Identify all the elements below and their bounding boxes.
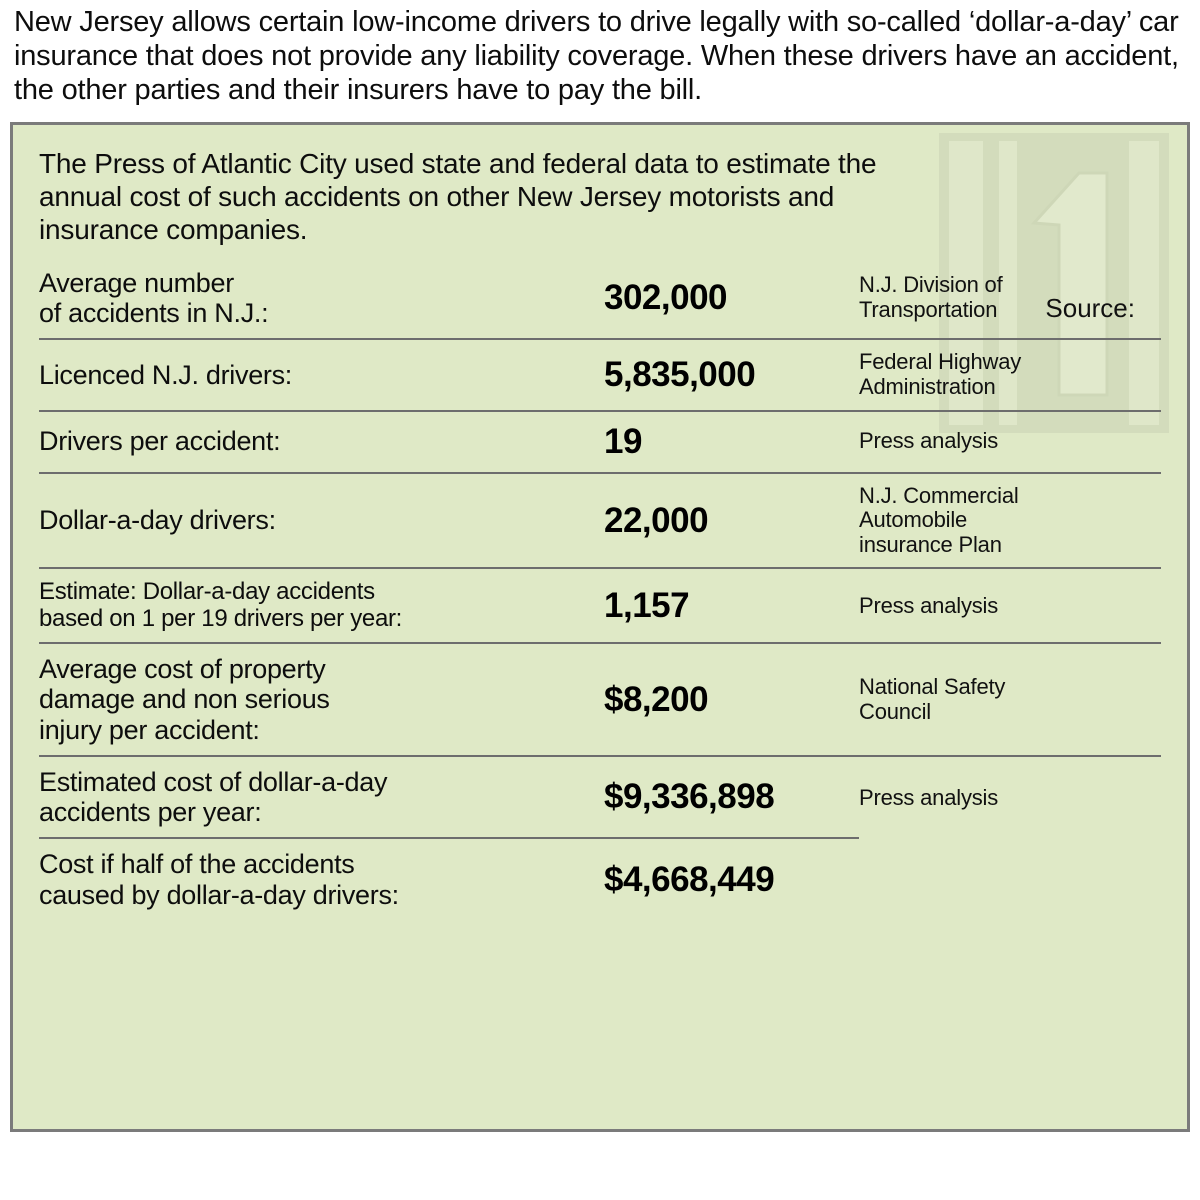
- row-label: Dollar-a-day drivers:: [39, 473, 604, 569]
- table-row: [39, 411, 1161, 473]
- row-source: Press analysis: [859, 411, 1161, 473]
- stats-table-body: [39, 258, 1161, 920]
- row-source: Press analysis: [859, 568, 1161, 643]
- row-value: 22,000: [604, 473, 859, 569]
- row-source: [859, 756, 1161, 838]
- row-source: N.J. Division of Transportation: [859, 272, 1003, 323]
- source-heading: Source:: [1045, 292, 1135, 323]
- row-value: $8,200: [604, 643, 859, 756]
- stats-panel: [10, 122, 1190, 1132]
- table-row: [39, 339, 1161, 410]
- row-value: 19: [604, 411, 859, 473]
- row-source: [859, 838, 1161, 919]
- row-label: Estimated cost of dollar-a-day accidents per year:: [39, 756, 604, 838]
- intro-paragraph: New Jersey allows certain low-income drivers to drive legally with so-called ‘dollar-a-day’ car insurance that does not provide any liability coverage. When these drivers have an accident, the other parties and their insurers have to pay the bill.: [14, 6, 1179, 106]
- row-source: N.J. Commercial Automobile insurance Plan: [859, 473, 1161, 569]
- table-row: [39, 756, 1161, 838]
- row-value: $9,336,898: [604, 756, 859, 838]
- row-value: $4,668,449: [604, 838, 859, 919]
- row-label: Drivers per accident:: [39, 411, 604, 473]
- table-row: [39, 568, 1161, 643]
- row-label: Cost if half of the accidents caused by dollar-a-day drivers:: [39, 838, 604, 919]
- row-value: 5,835,000: [604, 339, 859, 410]
- panel-lead-text: The Press of Atlantic City used state and federal data to estimate the annual cost of such accidents on other New Jersey motorists and insurance companies.: [39, 147, 877, 245]
- row-label: Licenced N.J. drivers:: [39, 339, 604, 410]
- row-label: Average number of accidents in N.J.:: [39, 267, 269, 329]
- row-label: Estimate: Dollar-a-day accidents based on 1 per 19 drivers per year:: [39, 568, 604, 643]
- table-row: [39, 838, 1161, 919]
- row-value: 302,000: [604, 278, 728, 318]
- row-source: National Safety Council: [859, 643, 1161, 756]
- table-row: [39, 643, 1161, 756]
- row-source-text: Press analysis: [859, 784, 999, 810]
- row-source: Federal Highway Administration: [859, 339, 1161, 410]
- stats-table: [39, 258, 1161, 920]
- row-value: 1,157: [604, 568, 859, 643]
- table-row: [39, 473, 1161, 569]
- row-label: Average cost of property damage and non serious injury per accident:: [39, 643, 604, 756]
- table-row: [39, 258, 1161, 339]
